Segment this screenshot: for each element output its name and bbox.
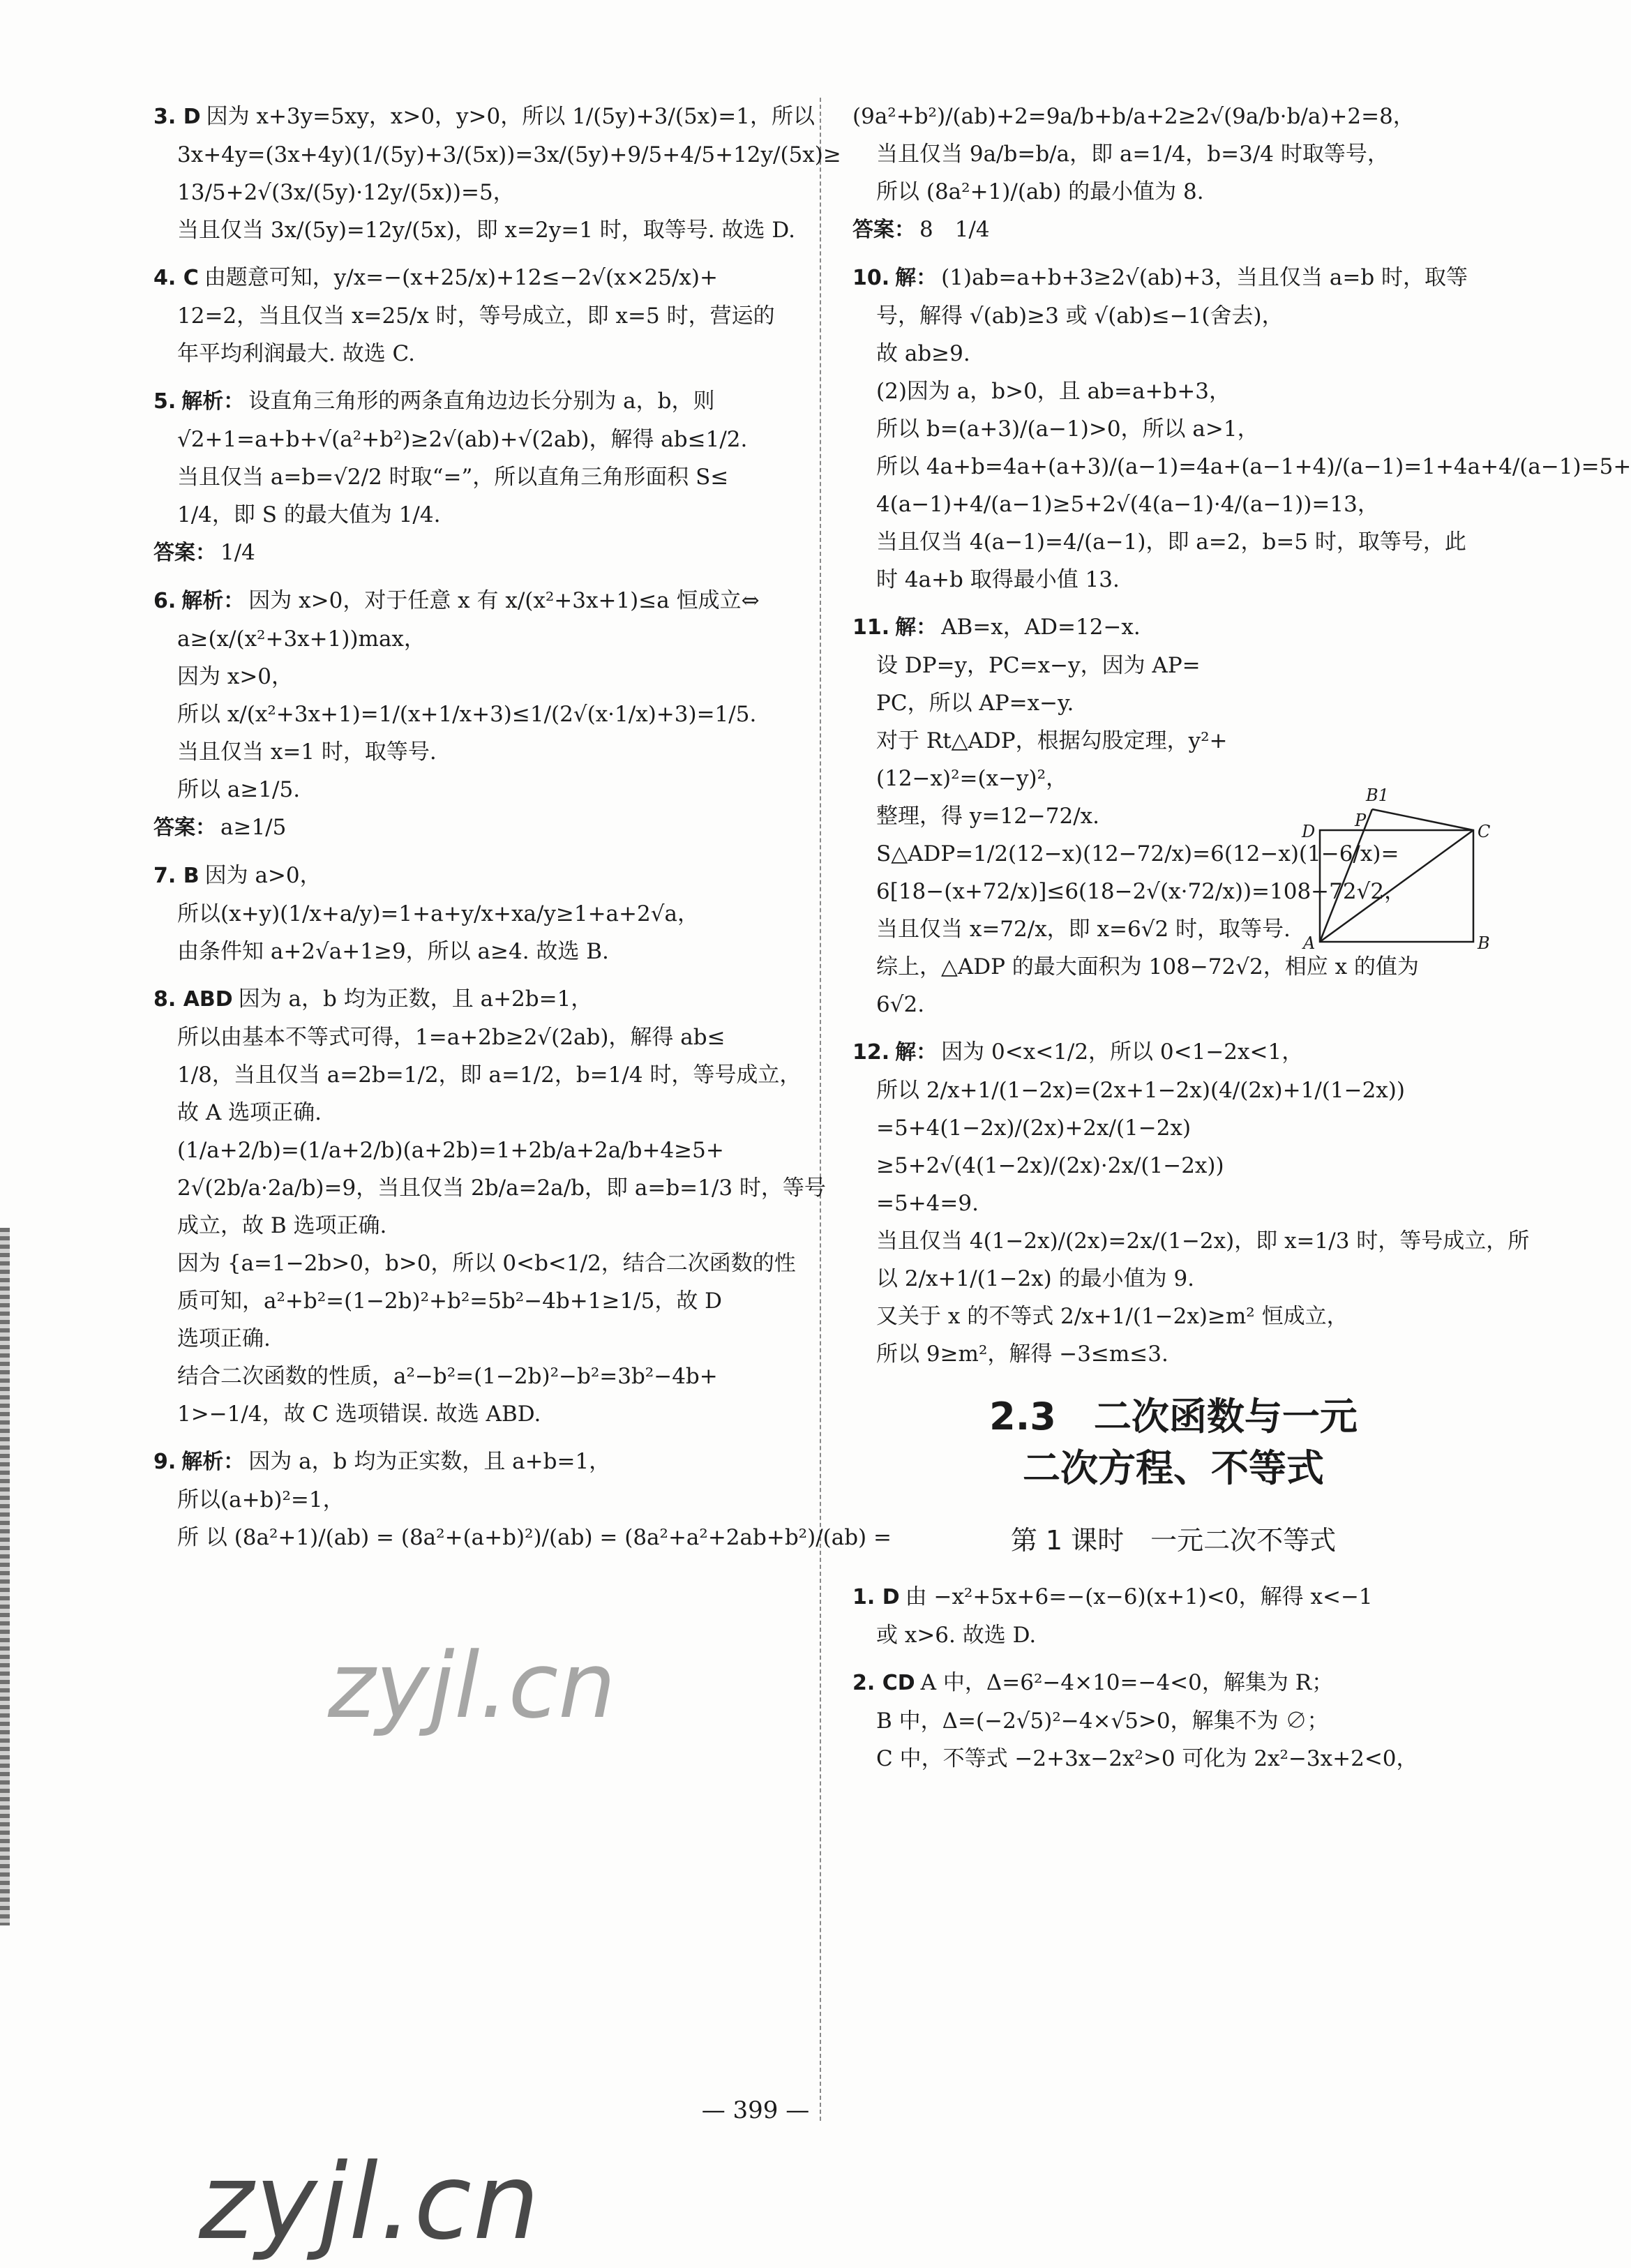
line-text: 因为 a，b 均为正数，且 a+2b=1， <box>238 986 593 1012</box>
solution-line <box>852 608 1292 647</box>
solution-line <box>852 647 1316 684</box>
line-text: 所以 b=(a+3)/(a−1)>0，所以 a>1， <box>876 416 1259 442</box>
solution-line <box>153 382 788 421</box>
line-text: 因为 a，b 均为正实数，且 a+b=1， <box>248 1449 611 1474</box>
solution-line <box>852 1298 1494 1335</box>
answer-line <box>153 534 788 572</box>
right-column-items <box>852 98 1631 1373</box>
line-text: =5+4=9. <box>876 1191 979 1216</box>
solution-line <box>852 259 1494 297</box>
section-items <box>852 1578 1494 1778</box>
line-text: 以 2/x+1/(1−2x) 的最小值为 9. <box>876 1266 1195 1291</box>
item-number: 6. <box>153 589 176 613</box>
solution-line <box>153 895 788 933</box>
line-text: 号，解得 √(ab)≥3 或 √(ab)≤−1(舍去)， <box>876 303 1284 329</box>
solution-line <box>153 1395 788 1433</box>
label-b1: B1 <box>1366 786 1389 805</box>
line-text: 设直角三角形的两条直角边边长分别为 a，b，则 <box>248 389 715 414</box>
solution-line <box>852 722 1316 760</box>
line-text: 由题意可知，y/x=−(x+25/x)+12≤−2√(x×25/x)+ <box>204 265 718 290</box>
solution-line <box>852 373 1494 410</box>
solution-line <box>153 658 788 696</box>
answer-value: 1/4 <box>220 540 255 565</box>
line-text: ≥5+2√(4(1−2x)/(2x)·2x/(1−2x)) <box>876 1153 1224 1178</box>
solution-line <box>153 1056 802 1094</box>
solution-line <box>153 1481 788 1519</box>
line-text: (9a²+b²)/(ab)+2=9a/b+b/a+2≥2√(9a/b·b/a)+2=8， <box>852 104 1415 129</box>
solution-line <box>852 561 1494 599</box>
line-text: 故 A 选项正确. <box>177 1100 322 1125</box>
solution-line <box>852 135 1494 173</box>
solution-line <box>153 1169 826 1207</box>
solution-line <box>153 857 788 895</box>
answer-item <box>153 980 826 1433</box>
line-text: 6√2. <box>876 992 925 1017</box>
line-text: 当且仅当 4(a−1)=4/(a−1)，即 a=2，b=5 时，取等号，此 <box>876 530 1466 555</box>
item-number: 8. ABD <box>153 987 233 1012</box>
solution-line <box>852 1033 1494 1072</box>
item-number: 2. CD <box>852 1671 915 1695</box>
answer-item <box>852 259 1631 599</box>
line-text: 当且仅当 a=b=√2/2 时取“=”，所以直角三角形面积 S≤ <box>177 465 729 490</box>
line-text: 因为 {a=1−2b>0，b>0，所以 0<b<1/2，结合二次函数的性 <box>177 1251 796 1276</box>
solution-line <box>153 696 788 733</box>
line-text: 当且仅当 9a/b=b/a，即 a=1/4，b=3/4 时取等号， <box>876 142 1389 167</box>
line-text: 因为 0<x<1/2，所以 0<1−2x<1， <box>941 1039 1304 1065</box>
line-text: 当且仅当 x=1 时，取等号. <box>177 739 437 765</box>
line-text: 所以 9≥m²，解得 −3≤m≤3. <box>876 1342 1168 1367</box>
solution-line <box>852 1740 1494 1778</box>
line-text: C 中，不等式 −2+3x−2x²>0 可化为 2x²−3x+2<0， <box>876 1746 1418 1771</box>
item-number: 9. <box>153 1450 176 1474</box>
answer-item <box>153 582 788 847</box>
solution-line <box>852 173 1494 211</box>
line-text: 由 −x²+5x+6=−(x−6)(x+1)<0，解得 x<−1 <box>905 1584 1373 1609</box>
solution-line <box>852 1578 1494 1616</box>
line-text: 或 x>6. 故选 D. <box>876 1623 1037 1648</box>
solution-label: 解析： <box>181 589 245 613</box>
page-number: — 399 — <box>701 2096 810 2124</box>
solution-line <box>852 486 1494 523</box>
answer-line <box>153 809 788 847</box>
line-text: √2+1=a+b+√(a²+b²)≥2√(ab)+√(2ab)，解得 ab≤1/2. <box>177 427 748 452</box>
line-text: 所 以 (8a²+1)/(ab) = (8a²+(a+b)²)/(ab) = (8a²+a²+2ab+b²)/(ab) = <box>177 1525 892 1550</box>
line-text: 当且仅当 x=72/x，即 x=6√2 时，取等号. <box>876 917 1291 942</box>
line-text: 所以 a≥1/5. <box>177 777 301 802</box>
solution-line <box>852 297 1494 335</box>
solution-line <box>153 1320 788 1358</box>
solution-label: 解： <box>895 266 938 290</box>
line-text: 所以 (8a²+1)/(ab) 的最小值为 8. <box>876 179 1204 204</box>
item-number: 10. <box>852 266 890 290</box>
line-text: 所以 x/(x²+3x+1)=1/(x+1/x+3)≤1/(2√(x·1/x)+3)=1/5. <box>177 702 757 727</box>
label-c: C <box>1478 822 1491 841</box>
answer-value: 8 1/4 <box>919 217 990 242</box>
line-text: 因为 x>0，对于任意 x 有 x/(x²+3x+1)≤a 恒成立⇔ <box>248 588 760 613</box>
line-text: 故 ab≥9. <box>876 341 970 366</box>
line-text: 因为 x>0， <box>177 664 294 689</box>
answer-item <box>153 259 788 373</box>
line-text: (12−x)²=(x−y)²， <box>876 766 1068 791</box>
answer-label: 答案： <box>153 816 216 840</box>
solution-line <box>153 259 788 297</box>
line-text: 年平均利润最大. 故选 C. <box>177 341 416 366</box>
line-text: 6[18−(x+72/x)]≤6(18−2√(x·72/x))=108−72√2， <box>876 879 1406 904</box>
lesson-subtitle: 第 1 课时 一元二次不等式 <box>1010 1525 1337 1556</box>
answer-item <box>852 1033 1530 1373</box>
line-text: 综上，△ADP 的最大面积为 108−72√2，相应 x 的值为 <box>876 954 1419 979</box>
line-text: B 中，Δ=(−2√5)²−4×√5>0，解集不为 ∅； <box>876 1708 1329 1734</box>
solution-line <box>852 1616 1494 1654</box>
solution-line <box>852 684 1316 722</box>
line-text: AB=x，AD=12−x. <box>941 615 1141 640</box>
line-text: 3x+4y=(3x+4y)(1/(5y)+3/(5x))=3x/(5y)+9/5+4/5+12y/(5x)≥ <box>177 142 841 167</box>
line-text: (1/a+2/b)=(1/a+2/b)(a+2b)=1+2b/a+2a/b+4≥5+ <box>177 1138 724 1163</box>
answer-label: 答案： <box>153 541 216 565</box>
answer-item <box>153 1443 892 1556</box>
solution-line <box>153 174 788 211</box>
answer-item <box>852 1578 1494 1654</box>
item-number: 5. <box>153 389 176 414</box>
solution-line <box>153 1443 788 1481</box>
line-text: 所以 2/x+1/(1−2x)=(2x+1−2x)(4/(2x)+1/(1−2x)) <box>876 1078 1405 1103</box>
solution-line <box>852 797 1316 835</box>
solution-line <box>852 1222 1530 1260</box>
line-text: 时 4a+b 取得最小值 13. <box>876 567 1120 592</box>
solution-line <box>852 98 1494 135</box>
line-text: 所以由基本不等式可得，1=a+2b≥2√(2ab)，解得 ab≤ <box>177 1025 726 1050</box>
solution-line <box>153 136 841 174</box>
line-text: 所以(a+b)²=1， <box>177 1487 345 1512</box>
answer-item <box>852 1664 1494 1778</box>
solution-line <box>153 582 788 620</box>
solution-line <box>153 1282 788 1320</box>
line-text: 12=2，当且仅当 x=25/x 时，等号成立，即 x=5 时，营运的 <box>177 303 775 329</box>
line-text: 整理，得 y=12−72/x. <box>876 804 1099 829</box>
binding-edge <box>0 1228 10 1925</box>
answer-item <box>852 98 1494 249</box>
line-text: 2√(2b/a·2a/b)=9，当且仅当 2b/a=2a/b，即 a=b=1/3 时，等号 <box>177 1176 826 1201</box>
solution-line <box>852 335 1494 373</box>
line-text: a≥(x/(x²+3x+1))max， <box>177 626 426 652</box>
line-text: 1/8，当且仅当 a=2b=1/2，即 a=1/2，b=1/4 时，等号成立， <box>177 1062 802 1088</box>
solution-label: 解析： <box>181 389 245 414</box>
solution-line <box>852 1702 1494 1740</box>
solution-line <box>153 1019 788 1056</box>
line-text: 4(a−1)+4/(a−1)≥5+2√(4(a−1)·4/(a−1))=13， <box>876 492 1379 517</box>
answer-item <box>153 98 841 249</box>
item-number: 1. D <box>852 1585 900 1609</box>
solution-line <box>153 421 788 458</box>
answer-value: a≥1/5 <box>220 815 287 840</box>
line-text: PC，所以 AP=x−y. <box>876 691 1074 716</box>
line-text: 所以(x+y)(1/x+a/y)=1+a+y/x+xa/y≥1+a+2√a， <box>177 901 699 926</box>
solution-label: 解： <box>895 615 938 640</box>
line-text: 因为 a>0， <box>204 863 322 888</box>
label-d: D <box>1302 822 1316 841</box>
solution-line <box>852 410 1494 448</box>
rectangle-fold-diagram <box>1299 781 1494 956</box>
solution-line <box>852 1185 1494 1222</box>
solution-line <box>852 1260 1494 1298</box>
line-text: 选项正确. <box>177 1326 271 1351</box>
watermark-logo: zyjl.cn <box>199 2142 541 2263</box>
line-text: A 中，Δ=6²−4×10=−4<0，解集为 R； <box>920 1670 1334 1695</box>
solution-line <box>153 1132 788 1169</box>
label-b: B <box>1478 933 1490 953</box>
solution-line <box>852 1072 1494 1109</box>
line-text: 当且仅当 4(1−2x)/(2x)=2x/(1−2x)，即 x=1/3 时，等号成立，所 <box>876 1229 1530 1254</box>
line-text: 13/5+2√(3x/(5y)·12y/(5x))=5， <box>177 180 515 205</box>
line-text: 又关于 x 的不等式 2/x+1/(1−2x)≥m² 恒成立， <box>876 1304 1348 1329</box>
answer-label: 答案： <box>852 218 915 242</box>
section-title-line1: 2.3 二次函数与一元 <box>989 1395 1358 1439</box>
line-text: S△ADP=1/2(12−x)(12−72/x)=6(12−x)(1−6/x)= <box>876 841 1399 866</box>
segment-b1c <box>1372 809 1473 830</box>
solution-line <box>852 1335 1494 1373</box>
solution-label: 解： <box>895 1040 938 1065</box>
item-number: 3. D <box>153 105 201 129</box>
solution-line <box>153 980 788 1019</box>
line-text: =5+4(1−2x)/(2x)+2x/(1−2x) <box>876 1116 1192 1141</box>
line-text: (1)ab=a+b+3≥2√(ab)+3，当且仅当 a=b 时，取等 <box>941 265 1468 290</box>
solution-line <box>153 771 788 809</box>
solution-line <box>852 986 1494 1023</box>
column-divider <box>820 98 821 2121</box>
watermark-center: zyjl.cn <box>328 1632 616 1738</box>
solution-line <box>153 1358 788 1395</box>
item-number: 11. <box>852 615 890 640</box>
item-number: 7. B <box>153 864 200 888</box>
solution-line <box>852 1664 1494 1702</box>
line-text: 由条件知 a+2√a+1≥9，所以 a≥4. 故选 B. <box>177 939 609 964</box>
line-text: 质可知，a²+b²=(1−2b)²+b²=5b²−4b+1≥1/5，故 D <box>177 1289 723 1314</box>
solution-line <box>852 448 1631 486</box>
line-text: 1/4，即 S 的最大值为 1/4. <box>177 502 441 527</box>
line-text: 1>−1/4，故 C 选项错误. 故选 ABD. <box>177 1402 541 1427</box>
line-text: 结合二次函数的性质，a²−b²=(1−2b)²−b²=3b²−4b+ <box>177 1364 718 1389</box>
solution-line <box>852 1147 1494 1185</box>
solution-line <box>153 297 788 335</box>
answer-item <box>153 382 788 572</box>
line-text: 因为 x+3y=5xy，x>0，y>0，所以 1/(5y)+3/(5x)=1，所以 <box>206 104 815 129</box>
solution-line <box>153 335 788 373</box>
solution-line <box>153 98 815 136</box>
line-text: 设 DP=y，PC=x−y，因为 AP= <box>876 653 1201 678</box>
line-text: (2)因为 a，b>0，且 ab=a+b+3， <box>876 379 1231 404</box>
solution-line <box>153 1245 796 1282</box>
line-text: 所以 4a+b=4a+(a+3)/(a−1)=4a+(a−1+4)/(a−1)=1+4a+4/(a−1)=5+ <box>876 454 1631 479</box>
answer-item <box>153 857 788 970</box>
line-text: 成立，故 B 选项正确. <box>177 1213 387 1238</box>
solution-line <box>153 733 788 771</box>
solution-line <box>153 620 788 658</box>
solution-line <box>852 760 1316 797</box>
solution-line <box>852 1109 1494 1147</box>
item-number: 12. <box>852 1040 890 1065</box>
solution-line <box>852 523 1494 561</box>
solution-line <box>153 1207 788 1245</box>
solution-line <box>153 211 795 249</box>
answer-line <box>852 211 1494 249</box>
section-title-line2: 二次方程、不等式 <box>1023 1446 1324 1490</box>
solution-line <box>153 458 788 496</box>
solution-label: 解析： <box>181 1450 245 1474</box>
label-a: A <box>1303 933 1316 953</box>
solution-line <box>153 1094 788 1132</box>
line-text: 对于 Rt△ADP，根据勾股定理，y²+ <box>876 728 1228 753</box>
solution-line <box>153 496 788 534</box>
line-text: 当且仅当 3x/(5y)=12y/(5x)，即 x=2y=1 时，取等号. 故选 D. <box>177 218 795 243</box>
diagonal-ac <box>1320 830 1473 942</box>
solution-line <box>153 1519 892 1556</box>
solution-line <box>153 933 788 970</box>
label-p: P <box>1355 811 1367 830</box>
item-number: 4. C <box>153 266 199 290</box>
